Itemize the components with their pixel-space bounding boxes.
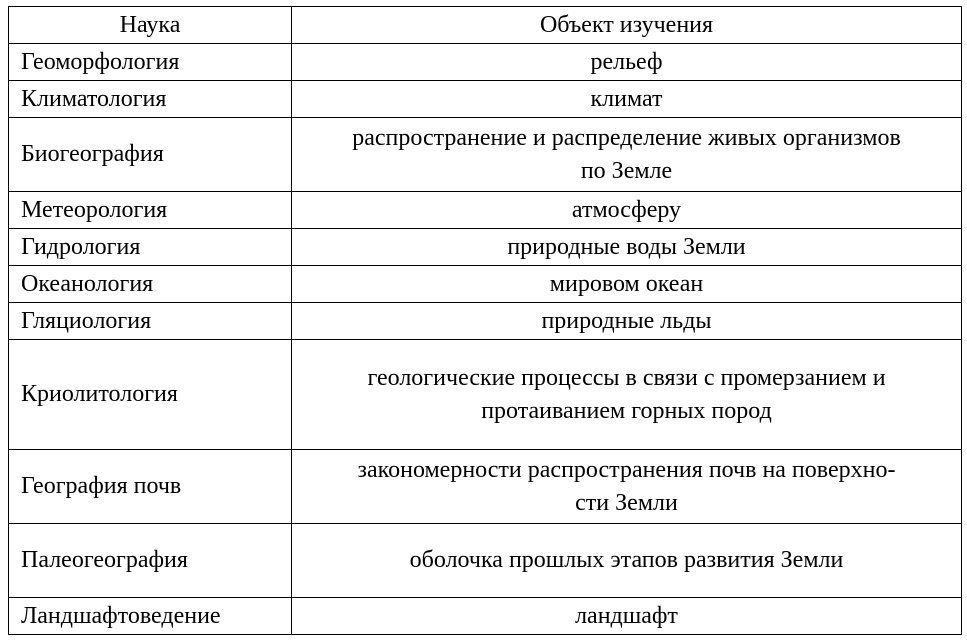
table-row — [9, 450, 962, 524]
table-row — [9, 229, 962, 266]
header-row — [9, 7, 962, 44]
object-cell — [292, 450, 962, 524]
science-cell: Геоморфология — [9, 44, 292, 81]
science-table — [8, 6, 962, 635]
table-row — [9, 118, 962, 192]
science-cell: Биогеография — [9, 118, 292, 192]
table-row — [9, 81, 962, 118]
table-row — [9, 44, 962, 81]
science-cell: Океанология — [9, 266, 292, 303]
object-line: геологические процессы в связи с промерзанием и — [367, 364, 886, 391]
object-line: по Земле — [580, 157, 673, 184]
object-line: оболочка прошлых этапов развития Земли — [409, 547, 844, 573]
object-line: атмосферу — [571, 196, 682, 223]
object-line: климат — [590, 85, 663, 112]
object-line: протаиванием горных пород — [481, 397, 772, 424]
science-cell: География почв — [9, 450, 292, 524]
object-line: природные воды Земли — [507, 233, 746, 260]
header-science: Наука — [9, 7, 292, 44]
object-cell — [292, 340, 962, 450]
science-cell: Гляциология — [9, 303, 292, 340]
object-cell — [292, 598, 962, 635]
table-row — [9, 303, 962, 340]
table-row — [9, 598, 962, 635]
object-cell — [292, 266, 962, 303]
table-row — [9, 524, 962, 598]
science-cell: Криолитология — [9, 340, 292, 450]
object-line: распространение и распределение живых организмов — [352, 124, 901, 151]
object-line: природные льды — [541, 307, 712, 334]
science-cell: Гидрология — [9, 229, 292, 266]
science-cell: Метеорология — [9, 192, 292, 229]
science-cell: Палеогеография — [9, 524, 292, 598]
object-cell — [292, 303, 962, 340]
table-row — [9, 192, 962, 229]
header-object: Объект изучения — [292, 7, 962, 44]
object-line: рельеф — [590, 48, 663, 75]
table-row — [9, 266, 962, 303]
object-cell — [292, 192, 962, 229]
object-cell — [292, 44, 962, 81]
object-cell — [292, 524, 962, 598]
object-cell — [292, 229, 962, 266]
object-cell — [292, 118, 962, 192]
object-line: ландшафт — [575, 602, 678, 629]
object-line: мировом океан — [549, 270, 704, 297]
object-line: сти Земли — [575, 489, 678, 516]
science-cell: Ландшафтоведение — [9, 598, 292, 635]
object-cell — [292, 81, 962, 118]
table-row — [9, 340, 962, 450]
science-cell: Климатология — [9, 81, 292, 118]
object-line: закономерности распространения почв на поверхно- — [357, 456, 896, 483]
